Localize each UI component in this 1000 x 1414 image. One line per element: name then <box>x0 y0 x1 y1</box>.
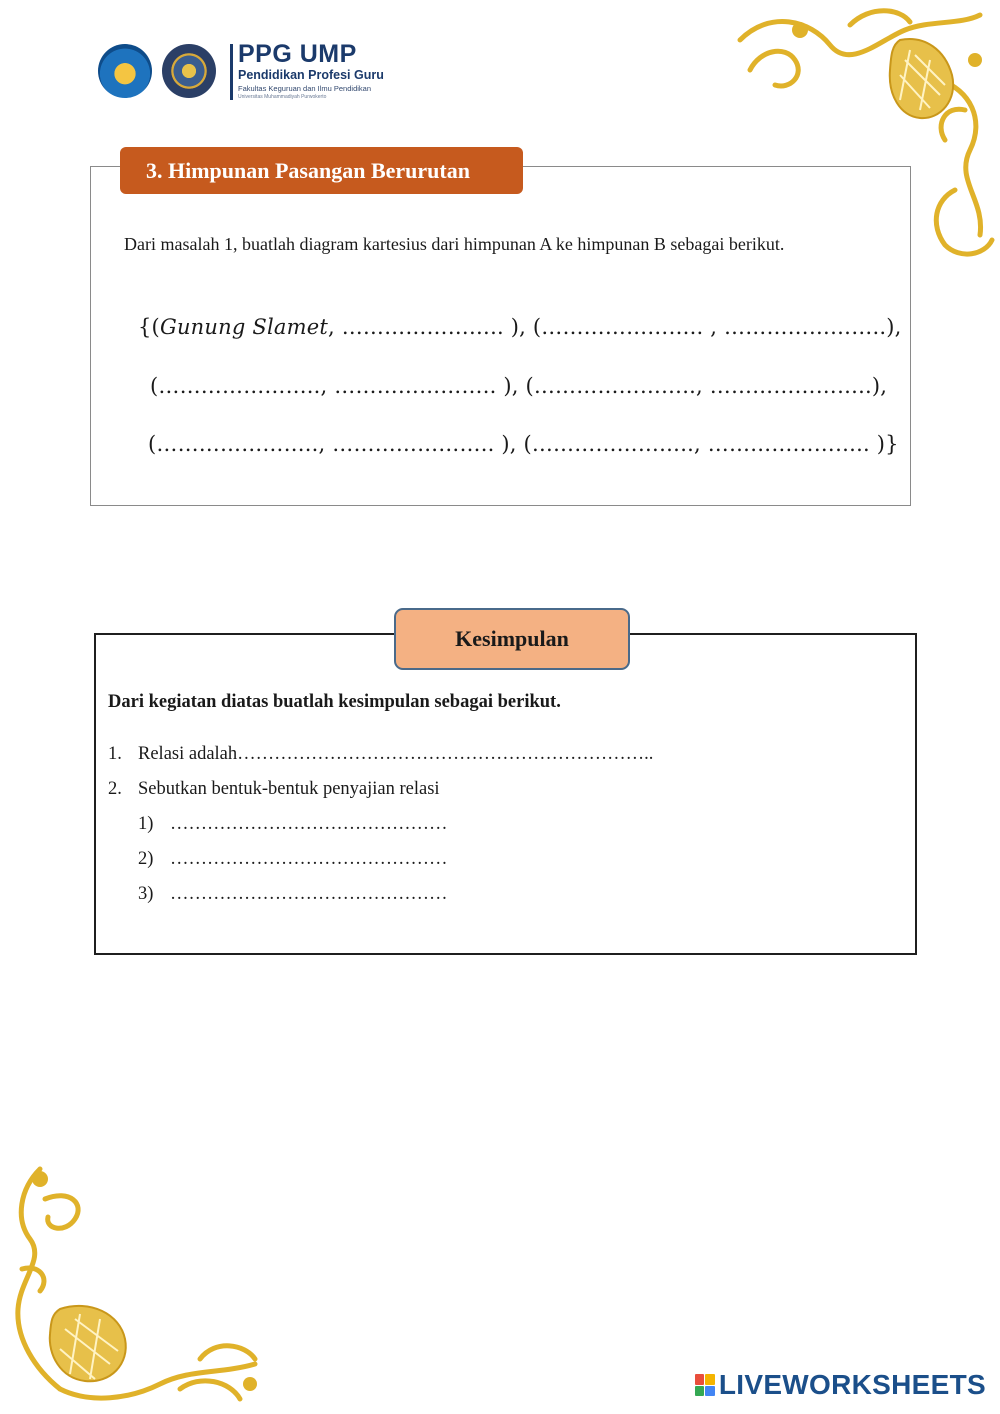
item-text: Sebutkan bentuk-bentuk penyajian relasi <box>138 779 440 799</box>
item-number: 1. <box>108 744 122 764</box>
conclusion-subitem <box>138 849 448 870</box>
header-divider <box>230 44 233 100</box>
brand-faculty: Fakultas Keguruan dan Ilmu Pendidikan <box>238 84 372 93</box>
item-number: 2. <box>108 779 122 799</box>
conclusion-intro: Dari kegiatan diatas buatlah kesimpulan sebagai berikut. <box>108 692 561 712</box>
subitem-number: 2) <box>138 849 154 869</box>
section3-instruction: Dari masalah 1, buatlah diagram kartesius dari himpunan A ke himpunan B sebagai berikut. <box>124 234 785 254</box>
subitem-number: 1) <box>138 814 154 834</box>
liveworksheets-brand <box>695 1368 986 1402</box>
subitem-answer-field[interactable]: ……………………………………… <box>170 814 448 834</box>
footer-brand-text: LIVEWORKSHEETS <box>718 1369 986 1400</box>
conclusion-subitem <box>138 814 448 835</box>
subitem-number: 3) <box>138 884 154 904</box>
section3-title: 3. Himpunan Pasangan Berurutan <box>120 147 523 194</box>
brand-subtitle: Pendidikan Profesi Guru <box>238 68 384 82</box>
ornament-bottom-left-icon <box>0 1159 270 1414</box>
formula-line-1 <box>138 315 901 339</box>
liveworksheets-logo-icon <box>695 1374 715 1396</box>
conclusion-subitem <box>138 884 448 905</box>
formula-line1-rest[interactable]: , ………………….. ), (………………….. , …………………..), <box>327 315 902 339</box>
ump-logo-icon <box>162 44 216 98</box>
subitem-answer-field[interactable]: ……………………………………… <box>170 849 448 869</box>
brand-title: PPG UMP <box>238 40 357 68</box>
formula-line-2[interactable]: (………………….., ………………….. ), (………………….., …………………..), <box>150 374 888 398</box>
conclusion-item <box>108 779 440 800</box>
formula-start: {( <box>138 315 160 339</box>
brand-university: Universitas Muhammadiyah Purwokerto <box>238 94 327 100</box>
relasi-answer-field[interactable]: Relasi adalah………………………………………………………….. <box>138 744 654 764</box>
kemdikbud-logo-icon <box>98 44 152 98</box>
formula-line-3[interactable]: (………………….., ………………….. ), (………………….., ………………….. )} <box>148 432 899 456</box>
subitem-answer-field[interactable]: ……………………………………… <box>170 884 448 904</box>
conclusion-item <box>108 744 653 765</box>
header-logos <box>96 40 416 104</box>
conclusion-title: Kesimpulan <box>394 608 630 670</box>
formula-first-element: Gunung Slamet <box>159 315 328 339</box>
